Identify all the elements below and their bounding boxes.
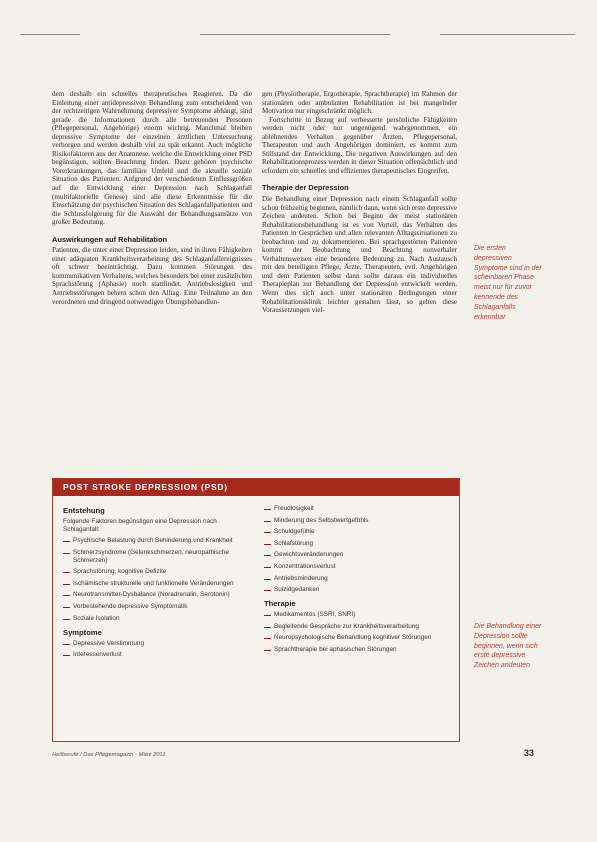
section-heading-therapy: Therapie der Depression: [262, 183, 349, 193]
list-item: Freudlosigkeit: [264, 505, 449, 513]
list-item: Neuropsychologische Behandlung kognitiver Störungen: [264, 634, 449, 642]
symptome-list-continued: [264, 505, 449, 594]
footer-magazine-info: Heilberufe / Das Pflegemagazin · März 2011: [52, 752, 166, 758]
list-item: Konzentrationsverlust: [264, 563, 449, 571]
list-item: Vorbestehende depressive Symptomatik: [63, 603, 251, 611]
list-item: Neurotransmitter-Dysbalance (Noradrenalin, Serotonin): [63, 591, 251, 599]
middle-text-column: [262, 90, 457, 315]
info-box-psd: [52, 478, 460, 742]
list-item: Sprachstörung, kognitive Defizite: [63, 568, 251, 576]
side-note-2: Die Behandlung einer Depression sollte beginnen, wenn sich erste depressive Zeichen andeuten: [474, 623, 542, 670]
list-item: Schlafstörung: [264, 540, 449, 548]
list-item: Sprachtherapie bei aphasischen Störungen: [264, 646, 449, 654]
symptome-list: [63, 640, 251, 660]
list-item: Suizidgedanken: [264, 586, 449, 594]
left-text-column: [52, 90, 252, 306]
list-item: Antriebsminderung: [264, 575, 449, 583]
info-box-title: POST STROKE DEPRESSION (PSD): [53, 479, 459, 496]
left-paragraph-2: Patienten, die unter einer Depression leiden, sind in ihren Fähigkeiten einer adäquaten Krankheitsverarbeitung des Schlaganfallereignisses oft schwer beeinträchtigt. Dazu kommen Störungen des kommunikativen Verhaltens, welches besonders bei einer zusätzlichen Sprachstörung (Aphasie) noch stattfindet. Antriebslosigkeit und Antriebsstörungen behern schon den Alltag. Eine Teilnahme an den verordneten und dringend notwendigen Übungsbehandlun-: [52, 246, 252, 306]
entstehung-heading: Entstehung: [63, 506, 105, 515]
therapie-heading: Therapie: [264, 599, 296, 609]
list-item: Ischämische strukturelle und funktionelle Veränderungen: [63, 580, 251, 588]
symptome-heading: Symptome: [63, 627, 102, 637]
section-heading-rehabilitation: Auswirkungen auf Rehabilitation: [52, 234, 167, 244]
list-item: Soziale Isolation: [63, 615, 251, 623]
list-item: Schuldgefühle: [264, 528, 449, 536]
side-note-1: Die ersten depressiven Symptome sind in der scheinbaren Phase meist nur für zuvor kennende des Schlaganfalls erkennbar: [474, 245, 542, 321]
therapie-list: [264, 611, 449, 654]
list-item: Psychische Belastung durch Behinderung und Krankheit: [63, 537, 251, 545]
top-rule-right: [440, 34, 575, 35]
entstehung-intro: Folgende Faktoren begünstigen eine Depression nach Schlaganfall:: [63, 518, 217, 533]
list-item: Begleitende Gespräche zur Krankheitsverarbeitung: [264, 623, 449, 631]
list-item: Medikamentös (SSRI, SNRI): [264, 611, 449, 619]
list-item: Depressive Verstimmung: [63, 640, 251, 648]
mid-paragraph-2: Fortschritte in Bezug auf verbesserte persönliche Fähigkeiten werden nicht oder nur ungenügend wahrgenommen, ein ablehnendes Verhalten gegenüber Ärzten, Pflegepersonal, Therapeuten und auch Angehörigen dominiert, es kommt zum Stillstand der Entwicklung. Die negativen Auswirkungen auf den Rehabilitationsprozess werden in dieser Situation offensichtlich und erfordern ein schnelles und effizientes therapeutisches Eingreifen.: [262, 115, 457, 175]
mid-paragraph-3: Die Behandlung einer Depression nach einem Schlaganfall sollte schon frühzeitig beginnen, nämlich dann, wenn sich erste depressive Zeichen andeuten. Schon bei Beginn der meist stationären Rehabilitationsbehandlung ist es von Vorteil, das Verhalten des Patienten in Gesprächen und allen relevanten Alltagssituationen zu beobachten und zu dokumentieren. Bei sprachgestörten Patienten kommt der Beobachtung und Beachtung nonverbaler Verhaltensweisen eine besondere Bedeutung zu. Nach Austausch mit den beteiligten Pflege, Ärzte, Therapeuten, evtl. Angehörigen und dem Patienten selbst dann sollte daraus ein individuelles Therapieplan zur Behandlung der Depression entwickelt werden. Wenn dies sich auch unter stationären Bedingungen einer Rehabilitationsklinik leichter gestalten lässt, so gelten diese Voraussetzungen viel-: [262, 195, 457, 315]
list-item: Gewichtsveränderungen: [264, 551, 449, 559]
list-item: Interessenverlust: [63, 651, 251, 659]
top-rule-left: [20, 34, 80, 35]
top-rule-mid: [200, 34, 390, 35]
left-paragraph-1: dem deshalb ein schnelles therapeutisches Reagieren. Da die Einleitung einer antidepressiven Behandlung zum entscheidend von der rechtzeitigen Wahrnehmung depressiver Symptome abhängt, sind gerade die Informationen durch alle betreuenden Personen (Pflegepersonal, Angehörige) enorm wichtig. Manchmal bleiben depressive Symptome der einzelnen ärztlichen Untersuchung verborgen und werden deshalb viel zu spät erkannt. Auch mögliche Risikofaktoren aus der Anamnese, welche die Entwicklung einer PSD begünstigen, sollten Beachtung finden. Dazu gehören psychische Vorerkrankungen, das familiäre Umfeld und die aktuelle soziale Situation des Patienten. Aufgrund der verschiedenen Einflussgrößen auf die Entwicklung einer Depression nach Schlaganfall (multifaktorielle Genese) sind alle diese Erkenntnisse für die Einschätzung der psychischen Situation des Schlaganfallpatienten und die Schlussfolgerung für die Auswahl der Behandlungsansätze von großer Bedeutung.: [52, 90, 252, 227]
list-item: Minderung des Selbstwertgefühls: [264, 517, 449, 525]
list-item: Schmerzsyndrome (Gelenkschmerzen, neuropathische Schmerzen): [63, 549, 251, 565]
info-box-left-column: [63, 507, 251, 665]
mid-paragraph-1: gen (Physiotherapie, Ergotherapie, Sprachtherapie) im Rahmen der stationären oder ambulanten Rehabilitation ist bei mangelnder Motivation nur eingeschränkt möglich.: [262, 90, 457, 116]
page-number: 33: [524, 748, 535, 758]
info-box-right-column: [264, 505, 449, 660]
entstehung-list: [63, 537, 251, 623]
